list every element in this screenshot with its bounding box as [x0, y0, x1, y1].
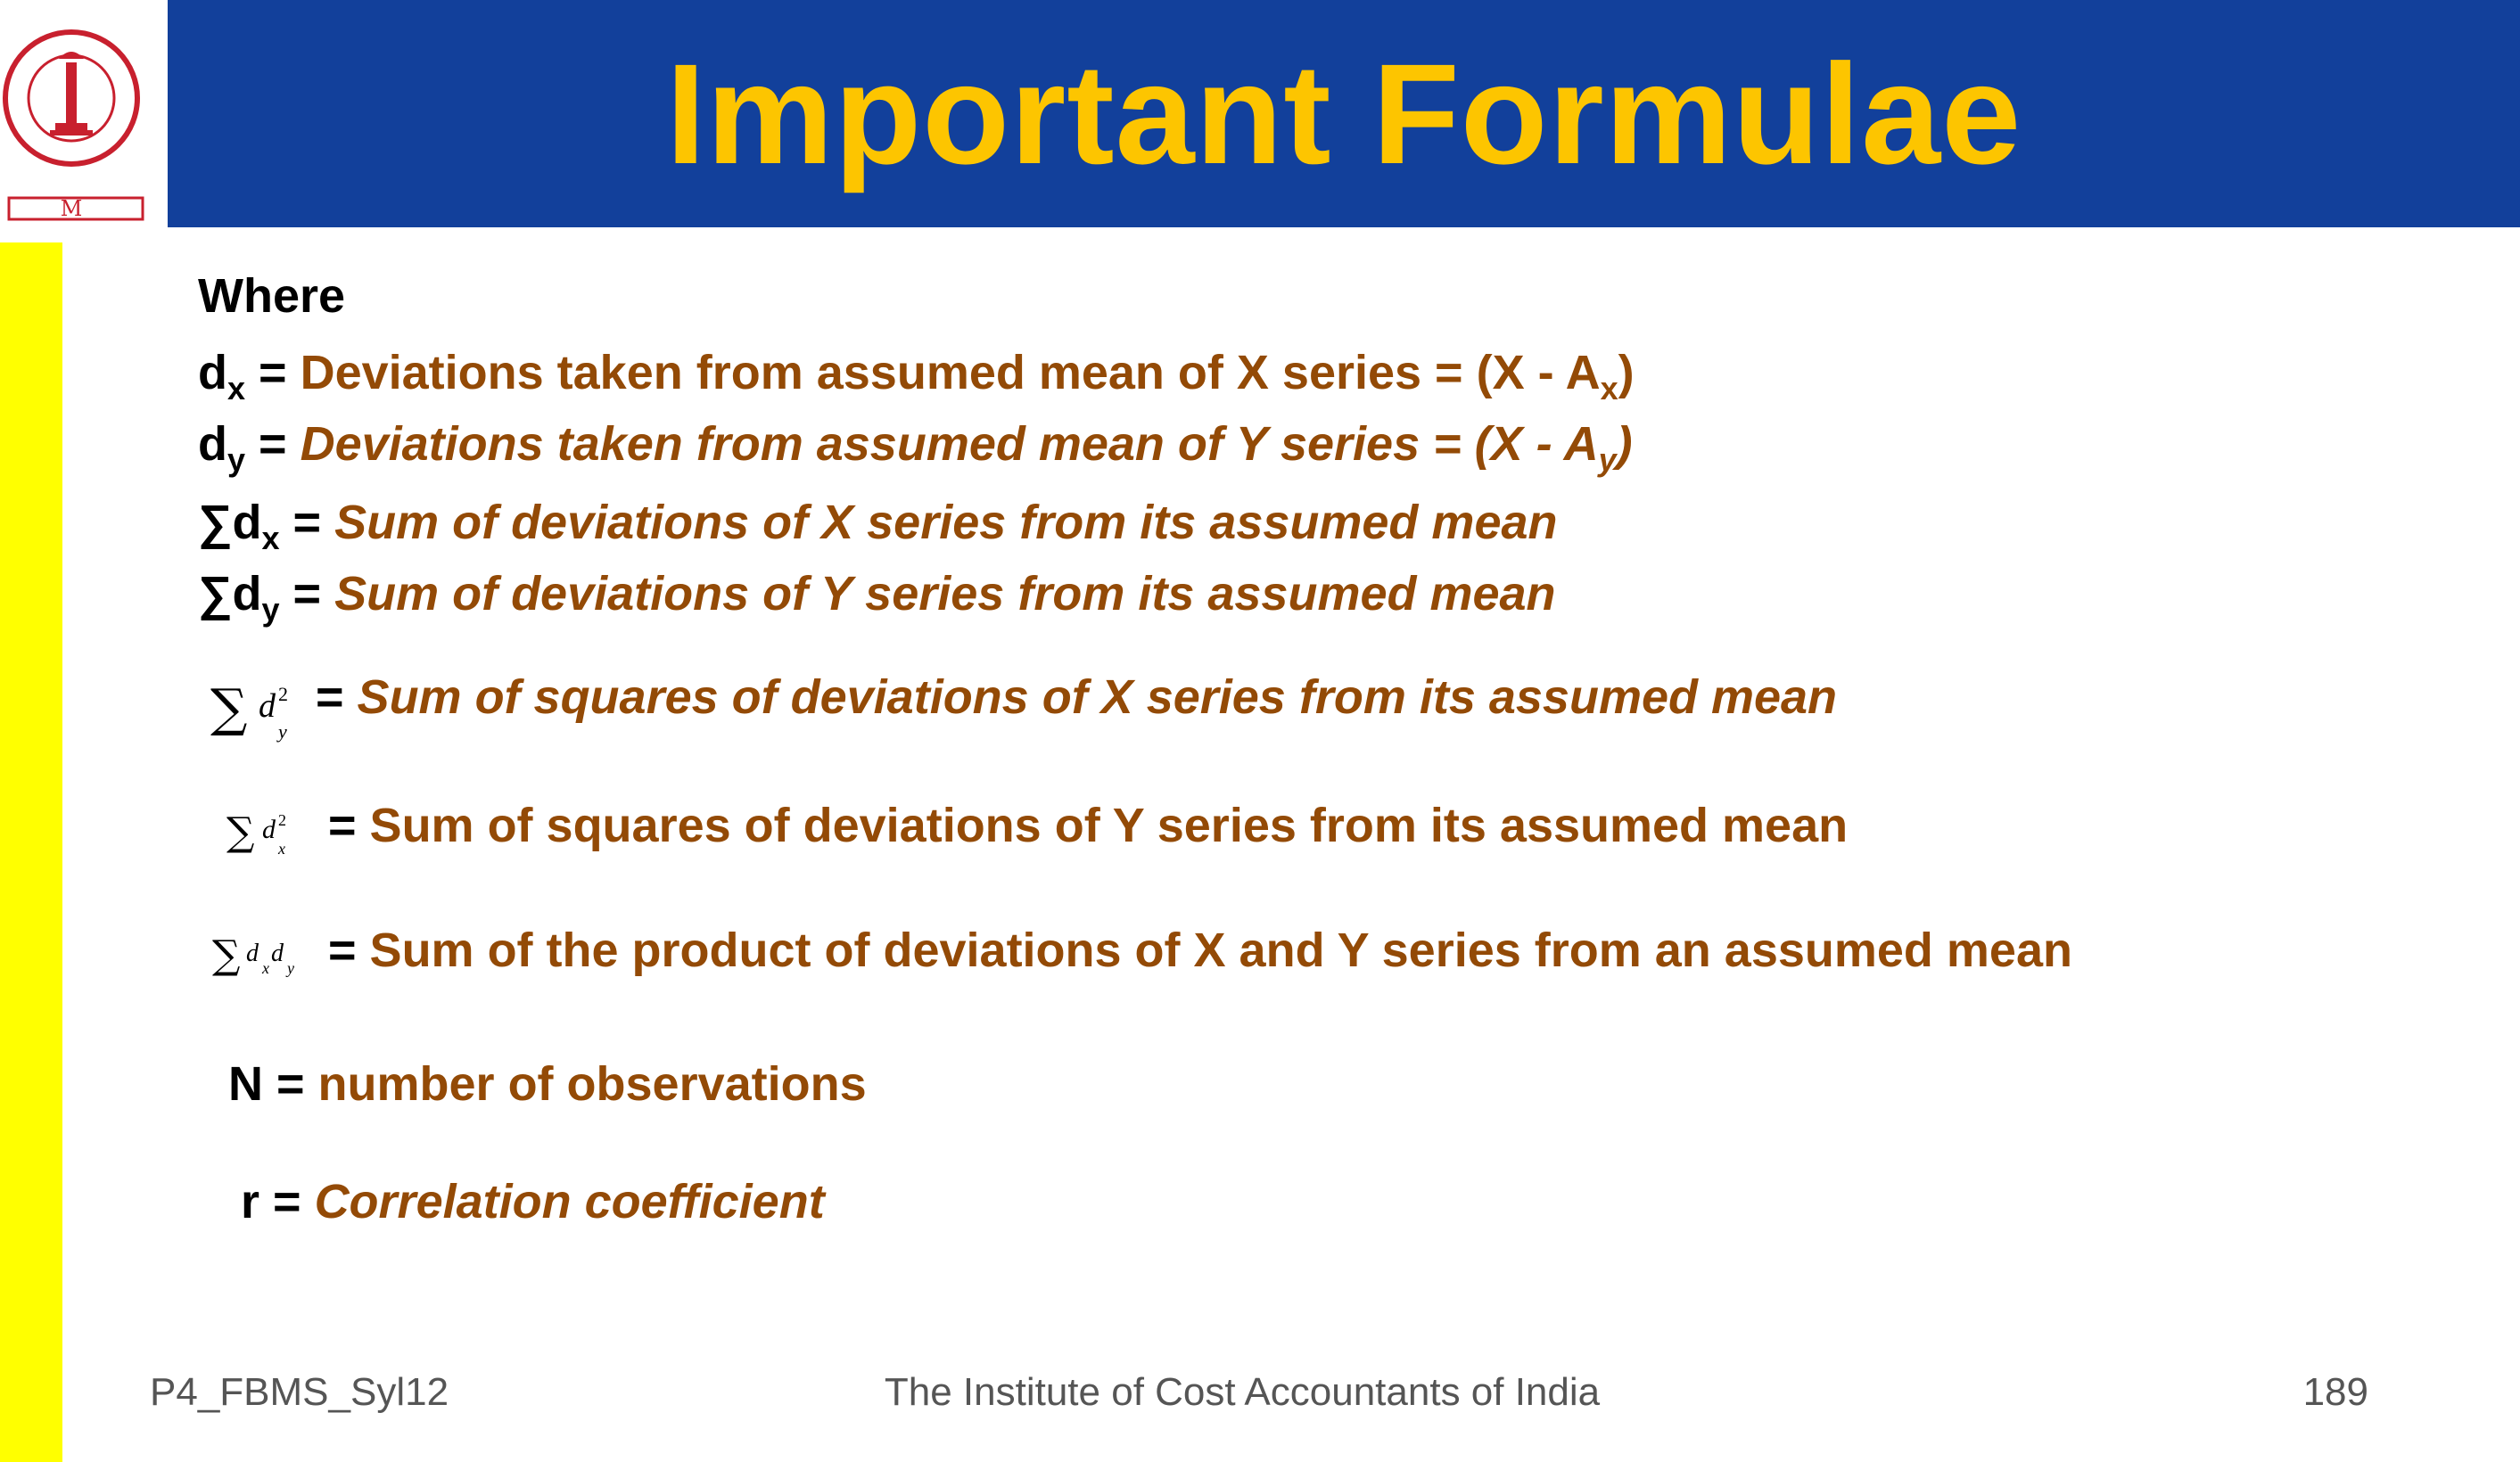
svg-text:x: x [278, 840, 285, 858]
sigma-icon: ∑ [198, 567, 233, 620]
svg-text:y: y [278, 720, 287, 743]
sum-dy-squared-formula [210, 672, 309, 749]
where-label: Where [198, 269, 346, 323]
footer-page-number: 189 [2302, 1370, 2368, 1414]
sum-dx-squared-definition: = Sum of squares of deviations of Y series from its assumed mean [328, 799, 1849, 852]
svg-text:d: d [259, 687, 276, 725]
footer-course-code: P4_FBMS_Syl12 [150, 1370, 449, 1414]
svg-text:d: d [262, 815, 276, 844]
footer-institute-name: The Institute of Cost Accountants of India [884, 1370, 1601, 1414]
sum-dx-definition: $\sum d_x$ = Sum of deviations of X series from its assumed mean [198, 496, 1558, 556]
svg-text:M: M [60, 196, 83, 221]
svg-text:d: d [271, 940, 284, 967]
dy-definition: $d_y$ = Deviations taken from assumed mean of Y series = $(X - A_y)$ [198, 417, 1633, 478]
svg-text:∑: ∑ [210, 678, 248, 738]
sum-dx-squared-formula [226, 801, 307, 865]
yellow-side-bar [0, 242, 62, 1462]
sum-dxdy-formula [212, 924, 319, 988]
sum-dy-squared-definition: = Sum of squares of deviations of X series from its assumed mean [316, 670, 1838, 724]
n-definition: N = number of observations [228, 1057, 867, 1111]
sigma-icon: ∑ [198, 496, 233, 549]
sum-dxdy-definition: = Sum of the product of deviations of X and Y series from an assumed mean [328, 924, 2072, 977]
title-banner [168, 0, 2520, 227]
institute-logo [0, 0, 152, 227]
r-definition: r = Correlation coefficient [241, 1175, 825, 1228]
svg-text:x: x [262, 959, 269, 977]
svg-text:d: d [246, 940, 259, 967]
svg-text:2: 2 [278, 683, 288, 705]
page-title: Important Formulae [665, 34, 2022, 193]
svg-text:∑: ∑ [212, 932, 241, 978]
sum-dy-definition: $\sum d_y$ = Sum of deviations of Y series from its assumed mean [198, 567, 1556, 628]
svg-text:y: y [287, 959, 294, 977]
dx-definition: $d_x$ = Deviations taken from assumed mean of X series = $(X - A_x)$ [198, 346, 1635, 407]
svg-text:2: 2 [278, 811, 286, 829]
svg-text:∑: ∑ [226, 809, 255, 855]
